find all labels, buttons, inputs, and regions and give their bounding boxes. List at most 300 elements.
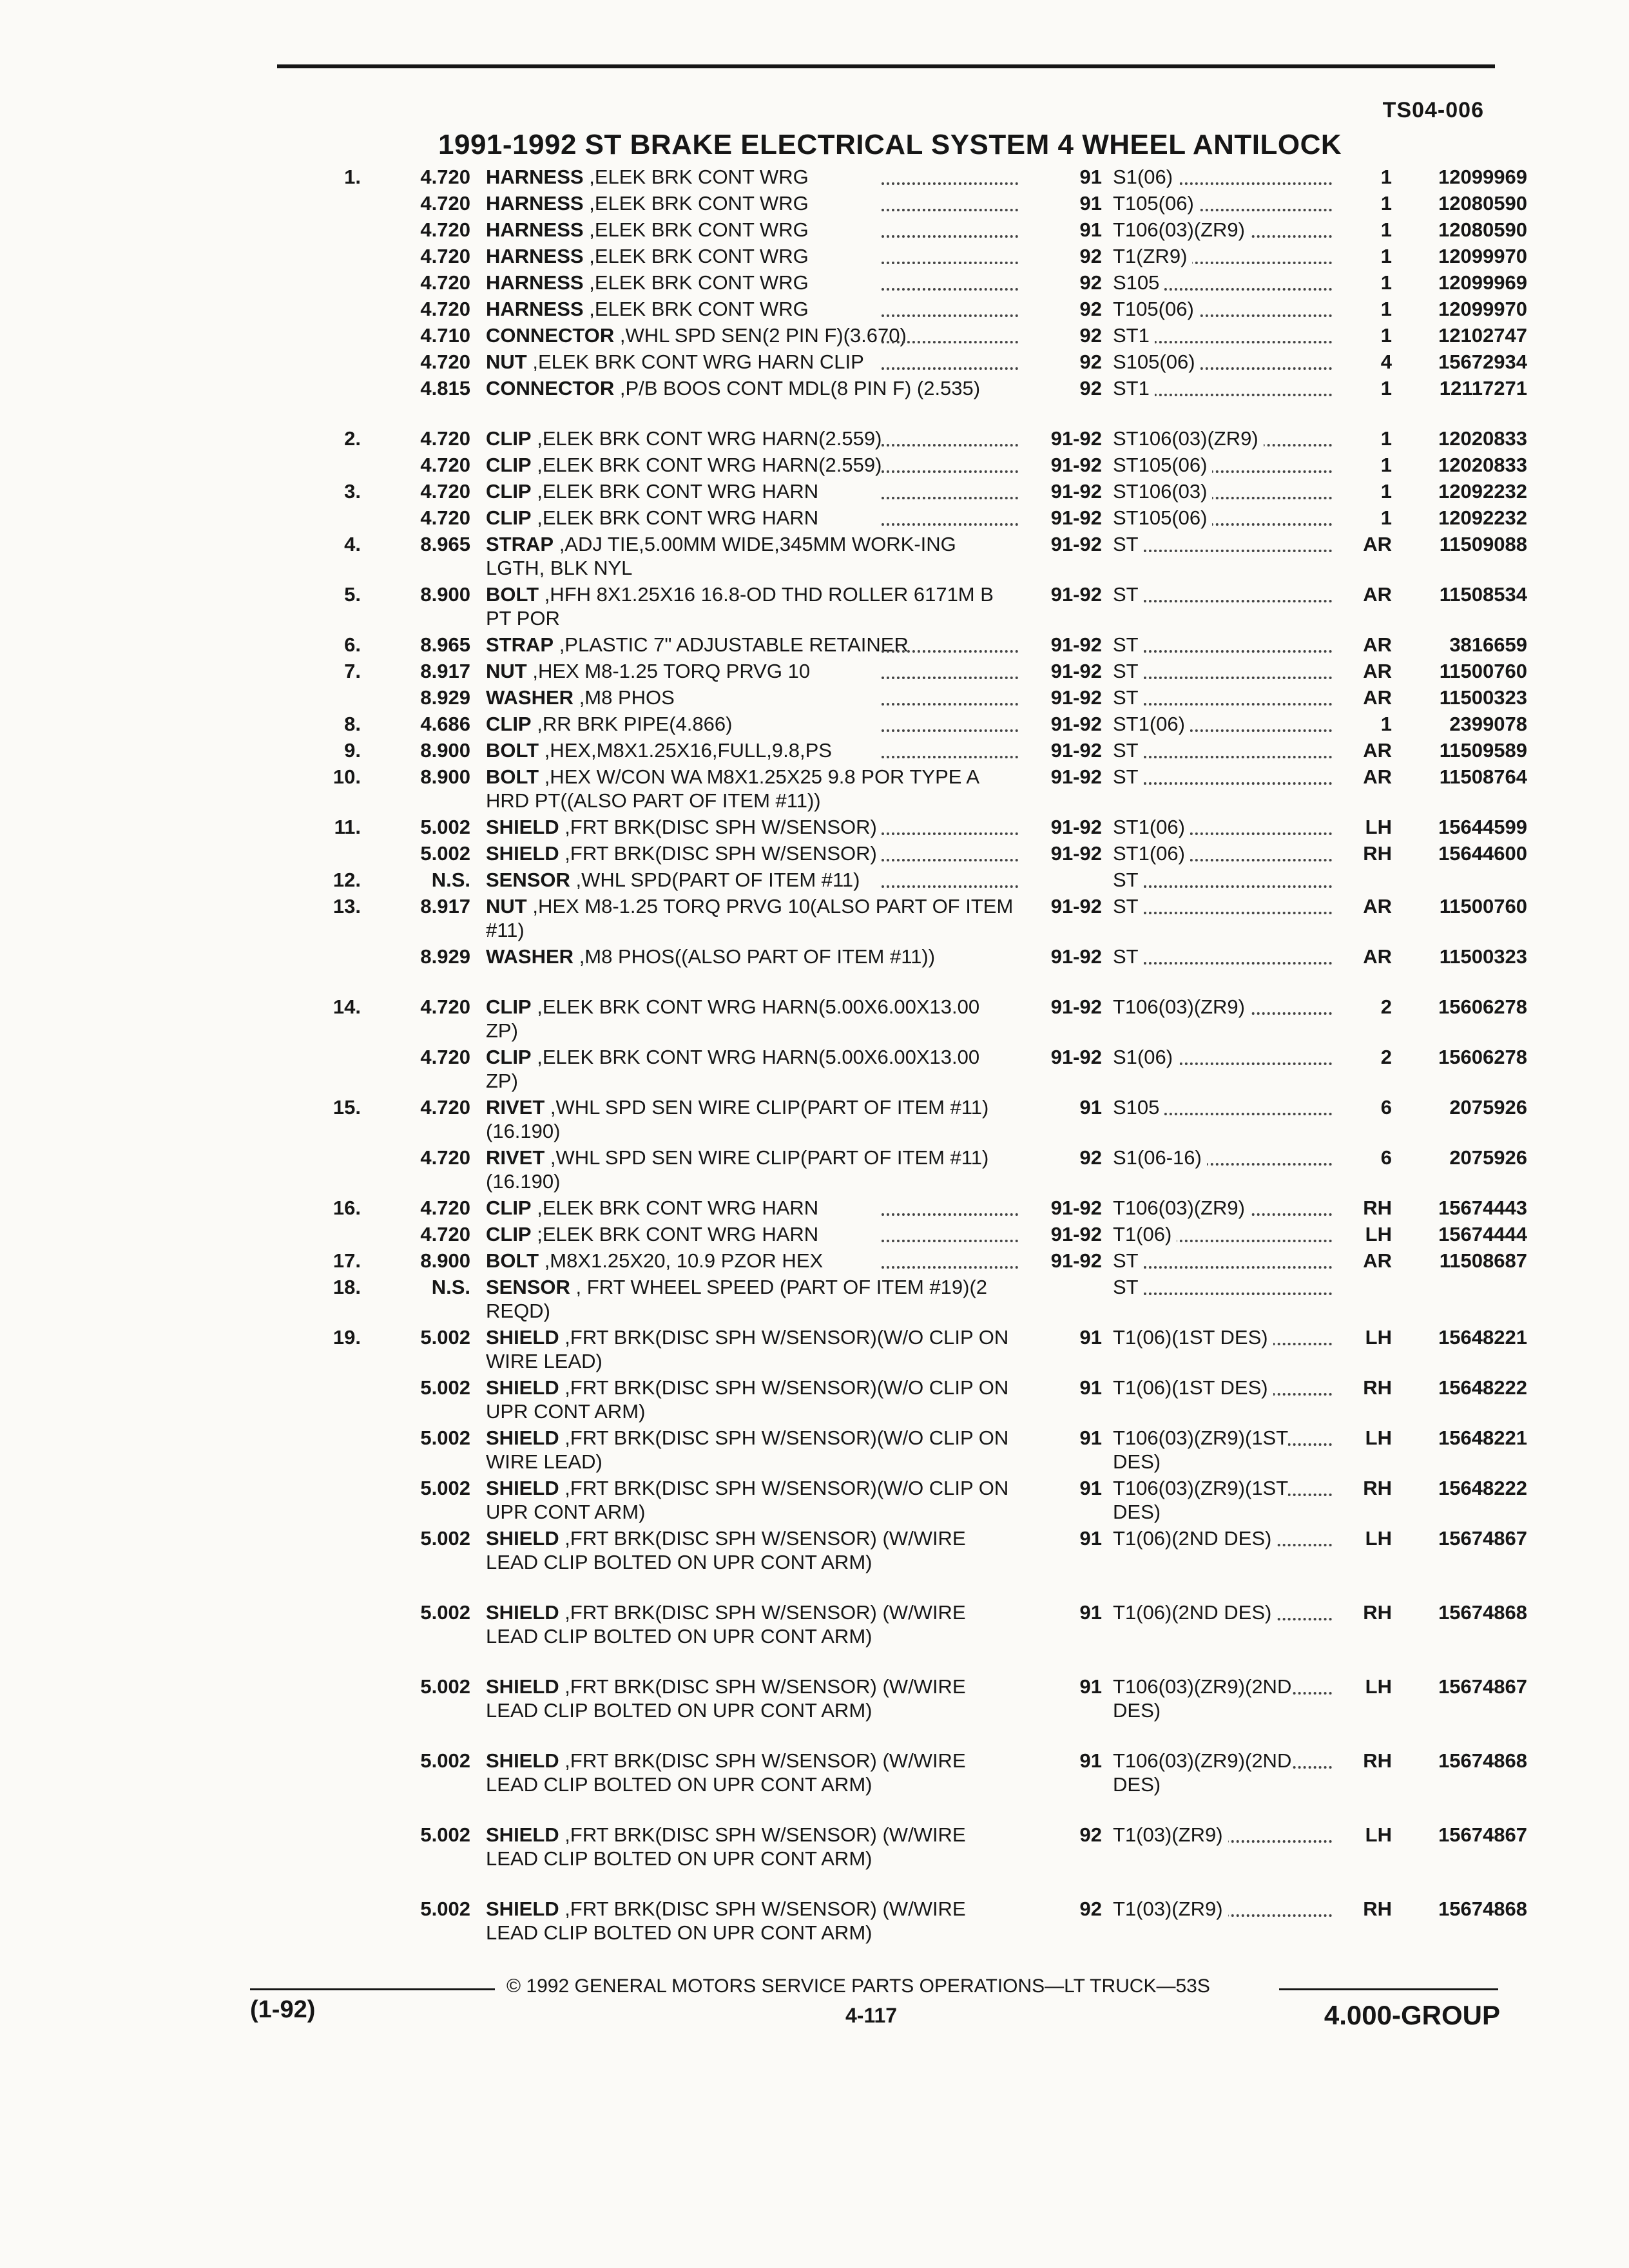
quantity: AR <box>1363 945 1392 968</box>
part-name: CLIP <box>486 995 532 1018</box>
group-number: 5.002 <box>420 842 470 865</box>
model-years: 91-92 <box>1050 506 1102 529</box>
table-row <box>0 165 1629 191</box>
model-code <box>1113 686 1332 709</box>
quantity: AR <box>1363 583 1392 606</box>
quantity: 1 <box>1380 166 1392 188</box>
model-years: 92 <box>1079 1823 1102 1846</box>
model-code-text: ST <box>1113 869 1144 891</box>
parts-table <box>0 165 1629 1971</box>
item-number: 4. <box>344 533 361 555</box>
item-number: 7. <box>344 660 361 682</box>
model-years: 92 <box>1079 1898 1102 1920</box>
model-code <box>1113 1222 1332 1246</box>
group-number: 4.720 <box>420 454 470 476</box>
footer-copyright: © 1992 GENERAL MOTORS SERVICE PARTS OPERATIONS—LT TRUCK—53S <box>506 1975 1210 1997</box>
part-description <box>486 1897 1014 1945</box>
model-years: 91 <box>1079 1527 1102 1550</box>
item-number: 18. <box>333 1276 361 1298</box>
part-name: BOLT <box>486 583 539 606</box>
quantity: RH <box>1363 1196 1392 1219</box>
group-number: 8.900 <box>420 583 470 606</box>
part-detail: ,HEX,M8X1.25X16,FULL,9.8,PS <box>539 739 832 762</box>
group-number: 8.900 <box>420 765 470 788</box>
part-detail: ,FRT BRK(DISC SPH W/SENSOR)(W/O CLIP ON WIRE LEAD) <box>486 1427 1009 1473</box>
part-description <box>486 686 1014 709</box>
quantity: RH <box>1363 1601 1392 1624</box>
model-code <box>1113 582 1332 606</box>
model-code-text: T1(03)(ZR9) <box>1113 1898 1228 1920</box>
part-detail: ,FRT BRK(DISC SPH W/SENSOR) (W/WIRE LEAD CLIP BOLTED ON UPR CONT ARM) <box>486 1527 966 1573</box>
part-name: CLIP <box>486 427 532 450</box>
model-years: 92 <box>1079 377 1102 399</box>
part-number: 12117271 <box>1439 377 1527 399</box>
part-detail: ,ELEK BRK CONT WRG <box>583 271 809 294</box>
model-years: 91-92 <box>1050 480 1102 503</box>
quantity: AR <box>1363 739 1392 762</box>
part-description <box>486 841 1014 865</box>
part-number: 11500323 <box>1439 686 1527 709</box>
model-years: 91-92 <box>1050 713 1102 735</box>
part-detail: ,RR BRK PIPE(4.866) <box>531 713 733 735</box>
table-row <box>0 297 1629 323</box>
part-number: 11509088 <box>1439 533 1527 555</box>
part-detail: ,FRT BRK(DISC SPH W/SENSOR) (W/WIRE LEAD CLIP BOLTED ON UPR CONT ARM) <box>486 1601 966 1648</box>
dot-leader <box>882 1213 1018 1216</box>
part-name: CLIP <box>486 713 532 735</box>
model-code <box>1113 1196 1332 1220</box>
part-name: NUT <box>486 895 527 918</box>
part-name: CLIP <box>486 454 532 476</box>
table-row <box>0 841 1629 868</box>
part-number: 15674868 <box>1438 1898 1527 1920</box>
table-row <box>0 1749 1629 1823</box>
group-number: 5.002 <box>420 1675 470 1698</box>
part-description <box>486 1275 1014 1323</box>
part-number: 11500760 <box>1439 895 1527 918</box>
dot-leader <box>882 729 1018 732</box>
part-name: SHIELD <box>486 1823 559 1846</box>
part-name: HARNESS <box>486 271 584 294</box>
model-code <box>1113 1325 1332 1349</box>
dot-leader <box>882 703 1018 706</box>
group-number: 5.002 <box>420 1823 470 1846</box>
item-number: 8. <box>344 713 361 735</box>
part-number: 15648221 <box>1438 1326 1527 1349</box>
table-row <box>0 945 1629 995</box>
quantity: AR <box>1363 660 1392 682</box>
part-number: 12092232 <box>1438 480 1527 503</box>
model-code-text: T106(03)(ZR9)(1ST DES) <box>1113 1477 1289 1523</box>
model-code-text: T1(06)(2ND DES) <box>1113 1527 1277 1550</box>
dot-leader <box>882 341 1018 343</box>
model-code <box>1113 868 1332 892</box>
part-description <box>486 506 1014 530</box>
table-row <box>0 1146 1629 1196</box>
part-name: CLIP <box>486 506 532 529</box>
group-number: N.S. <box>431 869 470 891</box>
quantity: RH <box>1363 1898 1392 1920</box>
quantity: 1 <box>1380 298 1392 320</box>
model-years: 91-92 <box>1050 686 1102 709</box>
quantity: 1 <box>1380 427 1392 450</box>
part-name: BOLT <box>486 739 539 762</box>
part-detail: ,ELEK BRK CONT WRG HARN <box>531 480 819 503</box>
model-code <box>1113 506 1332 530</box>
group-number: 5.002 <box>420 1527 470 1550</box>
group-number: 5.002 <box>420 1601 470 1624</box>
item-number: 16. <box>333 1196 361 1219</box>
item-number: 12. <box>333 869 361 891</box>
group-number: 4.710 <box>420 324 470 347</box>
quantity: 4 <box>1380 351 1392 373</box>
quantity: 6 <box>1380 1146 1392 1169</box>
table-row <box>0 323 1629 350</box>
dot-leader <box>882 1240 1018 1242</box>
model-years: 91 <box>1079 218 1102 241</box>
quantity: AR <box>1363 686 1392 709</box>
part-description <box>486 582 1014 630</box>
table-row <box>0 1376 1629 1426</box>
table-row <box>0 1476 1629 1526</box>
part-number: 2399078 <box>1449 713 1527 735</box>
dot-leader <box>882 182 1018 185</box>
model-code <box>1113 271 1332 294</box>
group-number: 4.720 <box>420 506 470 529</box>
model-years: 91 <box>1079 1675 1102 1698</box>
model-code-text: S105(06) <box>1113 351 1200 373</box>
model-code <box>1113 894 1332 918</box>
group-number: 5.002 <box>420 816 470 838</box>
part-number: 2075926 <box>1449 1146 1527 1169</box>
dot-leader <box>882 650 1018 653</box>
part-number: 12099970 <box>1438 245 1527 267</box>
model-code <box>1113 1675 1332 1722</box>
quantity: AR <box>1363 533 1392 555</box>
part-number: 3816659 <box>1449 633 1527 656</box>
part-name: RIVET <box>486 1146 545 1169</box>
part-description <box>486 479 1014 503</box>
model-code <box>1113 244 1332 268</box>
model-code <box>1113 712 1332 736</box>
table-row <box>0 1897 1629 1971</box>
model-years: 92 <box>1079 271 1102 294</box>
part-detail: ,FRT BRK(DISC SPH W/SENSOR) (W/WIRE LEAD CLIP BOLTED ON UPR CONT ARM) <box>486 1749 966 1796</box>
model-code <box>1113 479 1332 503</box>
item-number: 6. <box>344 633 361 656</box>
part-name: SHIELD <box>486 1477 559 1499</box>
item-number: 19. <box>333 1326 361 1349</box>
part-detail: ,ELEK BRK CONT WRG <box>583 192 809 215</box>
part-name: HARNESS <box>486 192 584 215</box>
item-number: 1. <box>344 166 361 188</box>
part-description <box>486 1376 1014 1423</box>
model-code-text: ST <box>1113 945 1144 968</box>
model-code-text: T1(06)(2ND DES) <box>1113 1601 1277 1624</box>
group-number: 4.720 <box>420 271 470 294</box>
part-description <box>486 815 1014 839</box>
model-code <box>1113 1249 1332 1273</box>
part-number: 11509589 <box>1439 739 1527 762</box>
model-code-text: S1(06) <box>1113 1046 1178 1068</box>
model-code <box>1113 1823 1332 1847</box>
model-years: 91 <box>1079 1749 1102 1772</box>
model-years: 91-92 <box>1050 1046 1102 1068</box>
model-code-text: ST <box>1113 633 1144 656</box>
part-description <box>486 191 1014 215</box>
part-name: SHIELD <box>486 1749 559 1772</box>
table-row <box>0 659 1629 686</box>
part-name: NUT <box>486 351 527 373</box>
model-years: 91-92 <box>1050 895 1102 918</box>
model-code-text: ST <box>1113 765 1144 788</box>
part-name: SENSOR <box>486 869 570 891</box>
model-code-text: ST <box>1113 1276 1144 1298</box>
model-code-text: T1(06) <box>1113 1223 1177 1245</box>
group-number: 5.002 <box>420 1477 470 1499</box>
part-number: 15648221 <box>1438 1427 1527 1449</box>
quantity: 1 <box>1380 454 1392 476</box>
group-number: 4.720 <box>420 1096 470 1119</box>
part-number: 12020833 <box>1438 427 1527 450</box>
part-detail: ,ELEK BRK CONT WRG HARN <box>531 1196 819 1219</box>
part-number: 2075926 <box>1449 1096 1527 1119</box>
model-code-text: S1(06-16) <box>1113 1146 1207 1169</box>
table-row <box>0 479 1629 506</box>
model-years: 91 <box>1079 1477 1102 1499</box>
group-number: 4.720 <box>420 480 470 503</box>
part-description <box>486 945 1014 968</box>
part-name: SHIELD <box>486 1326 559 1349</box>
part-description <box>486 1426 1014 1474</box>
model-years: 91-92 <box>1050 427 1102 450</box>
part-description <box>486 350 1014 374</box>
dot-leader <box>882 209 1018 211</box>
model-code <box>1113 945 1332 968</box>
part-detail: ,ELEK BRK CONT WRG <box>583 245 809 267</box>
table-row <box>0 1526 1629 1600</box>
table-row <box>0 1045 1629 1095</box>
part-description <box>486 297 1014 321</box>
part-number: 12020833 <box>1438 454 1527 476</box>
part-description <box>486 271 1014 294</box>
model-years: 91 <box>1079 1427 1102 1449</box>
model-code-text: T105(06) <box>1113 192 1199 215</box>
part-number: 12102747 <box>1438 324 1527 347</box>
model-code-text: T1(03)(ZR9) <box>1113 1823 1228 1846</box>
part-name: SHIELD <box>486 1898 559 1920</box>
part-description <box>486 1196 1014 1220</box>
part-name: STRAP <box>486 533 554 555</box>
part-description <box>486 1476 1014 1524</box>
part-number: 11508534 <box>1439 583 1527 606</box>
part-name: SHIELD <box>486 1376 559 1399</box>
model-years: 91 <box>1079 1326 1102 1349</box>
part-detail: ,WHL SPD SEN(2 PIN F)(3.670) <box>614 324 907 347</box>
part-description <box>486 427 1014 450</box>
part-number: 11500323 <box>1439 945 1527 968</box>
model-years: 91-92 <box>1050 739 1102 762</box>
quantity: 1 <box>1380 713 1392 735</box>
table-row <box>0 765 1629 815</box>
table-row <box>0 712 1629 738</box>
table-row <box>0 815 1629 841</box>
group-number: 4.720 <box>420 427 470 450</box>
model-years: 91 <box>1079 192 1102 215</box>
group-number: 4.720 <box>420 1146 470 1169</box>
document-code: TS04-006 <box>1382 98 1484 122</box>
group-number: 4.720 <box>420 218 470 241</box>
dot-leader <box>882 262 1018 264</box>
dot-leader <box>882 756 1018 758</box>
quantity: AR <box>1363 765 1392 788</box>
model-code-text: ST <box>1113 739 1144 762</box>
part-number: 15674443 <box>1438 1196 1527 1219</box>
model-code <box>1113 1526 1332 1550</box>
item-number: 3. <box>344 480 361 503</box>
model-code <box>1113 218 1332 242</box>
part-number: 15606278 <box>1438 995 1527 1018</box>
table-row <box>0 244 1629 271</box>
part-description <box>486 1222 1014 1246</box>
model-years: 91-92 <box>1050 583 1102 606</box>
dot-leader <box>882 1266 1018 1269</box>
part-detail: ,M8 PHOS <box>574 686 675 709</box>
part-description <box>486 633 1014 657</box>
table-row <box>0 1600 1629 1675</box>
part-number: 15644599 <box>1438 816 1527 838</box>
footer-rule-left <box>250 1988 495 1990</box>
model-code <box>1113 1146 1332 1169</box>
part-detail: ,FRT BRK(DISC SPH W/SENSOR) (W/WIRE LEAD CLIP BOLTED ON UPR CONT ARM) <box>486 1823 966 1870</box>
dot-leader <box>882 314 1018 317</box>
dot-leader <box>882 444 1018 447</box>
part-name: HARNESS <box>486 166 584 188</box>
part-detail: ,HFH 8X1.25X16 16.8-OD THD ROLLER 6171M B PT POR <box>486 583 994 629</box>
model-code <box>1113 1045 1332 1069</box>
part-name: CONNECTOR <box>486 377 615 399</box>
model-code-text: ST105(06) <box>1113 454 1212 476</box>
part-number: 15674867 <box>1438 1823 1527 1846</box>
table-row <box>0 894 1629 945</box>
footer-date: (1-92) <box>250 1996 316 2023</box>
model-code-text: ST <box>1113 660 1144 682</box>
model-years: 91-92 <box>1050 1249 1102 1272</box>
group-number: 8.965 <box>420 533 470 555</box>
part-detail: ,ADJ TIE,5.00MM WIDE,345MM WORK-ING LGTH, BLK NYL <box>486 533 956 579</box>
item-number: 2. <box>344 427 361 450</box>
part-number: 15648222 <box>1438 1477 1527 1499</box>
part-number: 12080590 <box>1438 218 1527 241</box>
group-number: 8.917 <box>420 660 470 682</box>
part-name: HARNESS <box>486 218 584 241</box>
part-detail: ,WHL SPD SEN WIRE CLIP(PART OF ITEM #11)(16.190) <box>486 1096 989 1142</box>
part-number: 15674868 <box>1438 1749 1527 1772</box>
part-detail: ,HEX W/CON WA M8X1.25X25 9.8 POR TYPE A HRD PT((ALSO PART OF ITEM #11)) <box>486 765 979 812</box>
model-years: 91-92 <box>1050 1223 1102 1245</box>
part-description <box>486 1600 1014 1648</box>
group-number: 4.720 <box>420 1046 470 1068</box>
quantity: RH <box>1363 1749 1392 1772</box>
model-years: 91-92 <box>1050 454 1102 476</box>
part-description <box>486 712 1014 736</box>
model-code-text: ST1(06) <box>1113 816 1190 838</box>
group-number: 4.720 <box>420 298 470 320</box>
part-number: 12092232 <box>1438 506 1527 529</box>
group-number: 4.720 <box>420 245 470 267</box>
group-number: 8.900 <box>420 739 470 762</box>
table-row <box>0 191 1629 218</box>
part-name: SHIELD <box>486 842 559 865</box>
dot-leader <box>882 523 1018 526</box>
part-detail: ,PLASTIC 7" ADJUSTABLE RETAINER <box>554 633 909 656</box>
part-number: 15674444 <box>1438 1223 1527 1245</box>
table-row <box>0 868 1629 894</box>
model-code <box>1113 1897 1332 1921</box>
model-code-text: ST <box>1113 533 1144 555</box>
quantity: LH <box>1365 816 1392 838</box>
part-description <box>486 995 1014 1043</box>
item-number: 13. <box>333 895 361 918</box>
model-years: 91-92 <box>1050 945 1102 968</box>
model-code <box>1113 1749 1332 1796</box>
item-number: 17. <box>333 1249 361 1272</box>
part-detail: ,M8 PHOS((ALSO PART OF ITEM #11)) <box>574 945 936 968</box>
quantity: AR <box>1363 1249 1392 1272</box>
group-number: 8.929 <box>420 945 470 968</box>
group-number: N.S. <box>431 1276 470 1298</box>
dot-leader <box>882 832 1018 835</box>
part-detail: ,FRT BRK(DISC SPH W/SENSOR) (W/WIRE LEAD CLIP BOLTED ON UPR CONT ARM) <box>486 1898 966 1944</box>
part-detail: ,FRT BRK(DISC SPH W/SENSOR)(W/O CLIP ON WIRE LEAD) <box>486 1326 1009 1372</box>
table-row <box>0 1196 1629 1222</box>
part-detail: ,FRT BRK(DISC SPH W/SENSOR) (W/WIRE LEAD CLIP BOLTED ON UPR CONT ARM) <box>486 1675 966 1722</box>
dot-leader <box>882 470 1018 473</box>
group-number: 5.002 <box>420 1898 470 1920</box>
group-number: 4.720 <box>420 192 470 215</box>
quantity: RH <box>1363 842 1392 865</box>
model-code <box>1113 738 1332 762</box>
group-number: 4.720 <box>420 1196 470 1219</box>
model-code-text: T1(06)(1ST DES) <box>1113 1376 1273 1399</box>
quantity: LH <box>1365 1326 1392 1349</box>
part-name: BOLT <box>486 765 539 788</box>
dot-leader <box>882 859 1018 861</box>
part-description <box>486 1526 1014 1574</box>
model-code <box>1113 427 1332 450</box>
part-number: 15648222 <box>1438 1376 1527 1399</box>
table-row <box>0 633 1629 659</box>
model-code <box>1113 191 1332 215</box>
part-description <box>486 218 1014 242</box>
model-code-text: T106(03)(ZR9)(2ND DES) <box>1113 1749 1292 1796</box>
part-name: SHIELD <box>486 1527 559 1550</box>
part-description <box>486 532 1014 580</box>
quantity: 1 <box>1380 506 1392 529</box>
model-years: 91-92 <box>1050 765 1102 788</box>
part-detail: ,ELEK BRK CONT WRG <box>583 166 809 188</box>
model-code-text: ST105(06) <box>1113 506 1212 529</box>
quantity: AR <box>1363 633 1392 656</box>
part-name: CLIP <box>486 480 532 503</box>
part-description <box>486 1249 1014 1273</box>
model-years: 91-92 <box>1050 995 1102 1018</box>
model-years: 91 <box>1079 1376 1102 1399</box>
group-number: 5.002 <box>420 1427 470 1449</box>
item-number: 10. <box>333 765 361 788</box>
part-description <box>486 1823 1014 1870</box>
top-rule <box>277 64 1495 68</box>
